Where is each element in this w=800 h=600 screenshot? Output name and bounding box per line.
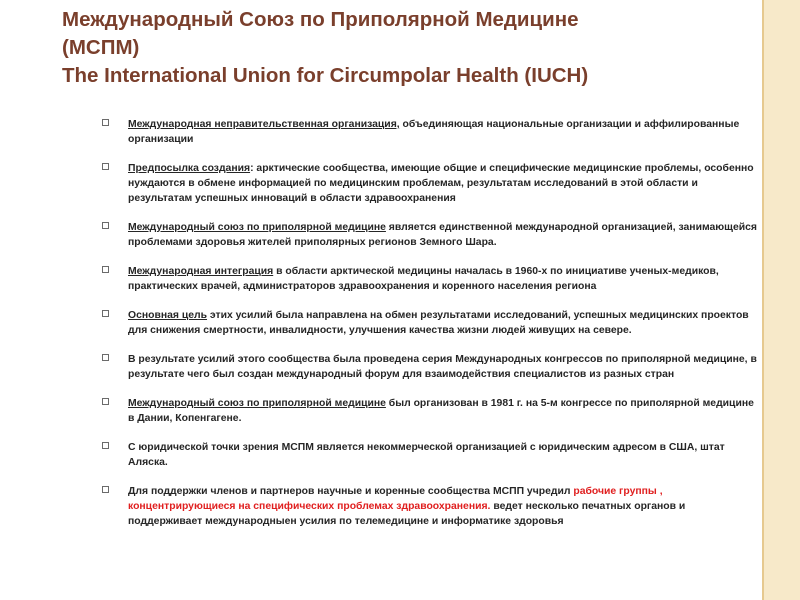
title-line-2: (МСПМ): [62, 36, 140, 59]
item-text: является единственной международной организацией, занимающейся проблемами здоровья жителей приполярных регионов Земного Шара.: [128, 222, 757, 248]
item-text: ведет несколько печатных органов и поддерживает международныен усилия по телемедицине и информатике здоровья: [128, 501, 686, 527]
square-bullet-icon: [102, 163, 109, 170]
square-bullet-icon: [102, 222, 109, 229]
decorative-side-band: [764, 0, 800, 600]
item-text: В результате усилий этого сообщества была проведена серия Международных конгрессов по приполярной медицине, в результате чего был создан международный форум для взаимодействия специалистов из разных стран: [128, 354, 757, 380]
list-item-unique-org: [102, 220, 762, 250]
item-text: объединяющая национальные организации и аффилированные организации: [128, 119, 740, 145]
item-text: был организован в 1981 г. на 5-м конгрессе по приполярной медицине в Дании, Копенгагене.: [128, 398, 754, 424]
term-prerequisite: Предпосылка создания: [128, 163, 251, 174]
bullet-list: [102, 117, 762, 543]
item-text: : арктические сообщества, имеющие общие и специфические медицинские проблемы, особенно нуждаются в обмене информацией по медицинским проблемам, результатам исследований в этой области и результатам успешных инноваций в области здравоохранения: [128, 163, 754, 204]
slide-title: [62, 6, 752, 90]
square-bullet-icon: [102, 354, 109, 361]
item-text: С юридической точки зрения МСПМ является некоммерческой организацией с юридическим адресом в США, штат Аляска.: [128, 442, 725, 468]
square-bullet-icon: [102, 486, 109, 493]
list-item-working-groups: [102, 484, 762, 529]
square-bullet-icon: [102, 266, 109, 273]
term-main-goal: Основная цель: [128, 310, 208, 321]
list-item-founded: [102, 396, 762, 426]
list-item-definition: [102, 117, 762, 147]
title-line-1: Международный Союз по Приполярной Медицине: [62, 8, 579, 31]
term-union: Международный союз по приполярной медицине: [128, 398, 386, 409]
term-definition: Международная неправительственная организация,: [128, 119, 400, 130]
term-union: Международный союз по приполярной медицине: [128, 222, 386, 233]
item-prefix: Для поддержки членов и партнеров научные и коренные сообщества МСПП учредил: [128, 486, 574, 497]
item-text: этих усилий была направлена на обмен результатами исследований, успешных медицинских проектов для снижения смертности, инвалидности, улучшения качества жизни людей живущих на севере.: [128, 310, 749, 336]
square-bullet-icon: [102, 398, 109, 405]
square-bullet-icon: [102, 119, 109, 126]
list-item-congresses: [102, 352, 762, 382]
list-item-prerequisite: [102, 161, 762, 206]
list-item-legal-status: [102, 440, 762, 470]
square-bullet-icon: [102, 442, 109, 449]
working-groups-highlight: рабочие группы , концентрирующиеся на специфических проблемах здравоохранения.: [128, 486, 663, 512]
list-item-main-goal: [102, 308, 762, 338]
item-text: в области арктической медицины началась в 1960-х по инициативе ученых-медиков, практических врачей, администраторов здравоохранения и коренного населения региона: [128, 266, 719, 292]
term-integration: Международная интеграция: [128, 266, 274, 277]
list-item-integration: [102, 264, 762, 294]
title-line-3: The International Union for Circumpolar Health (IUCH): [62, 64, 589, 87]
square-bullet-icon: [102, 310, 109, 317]
